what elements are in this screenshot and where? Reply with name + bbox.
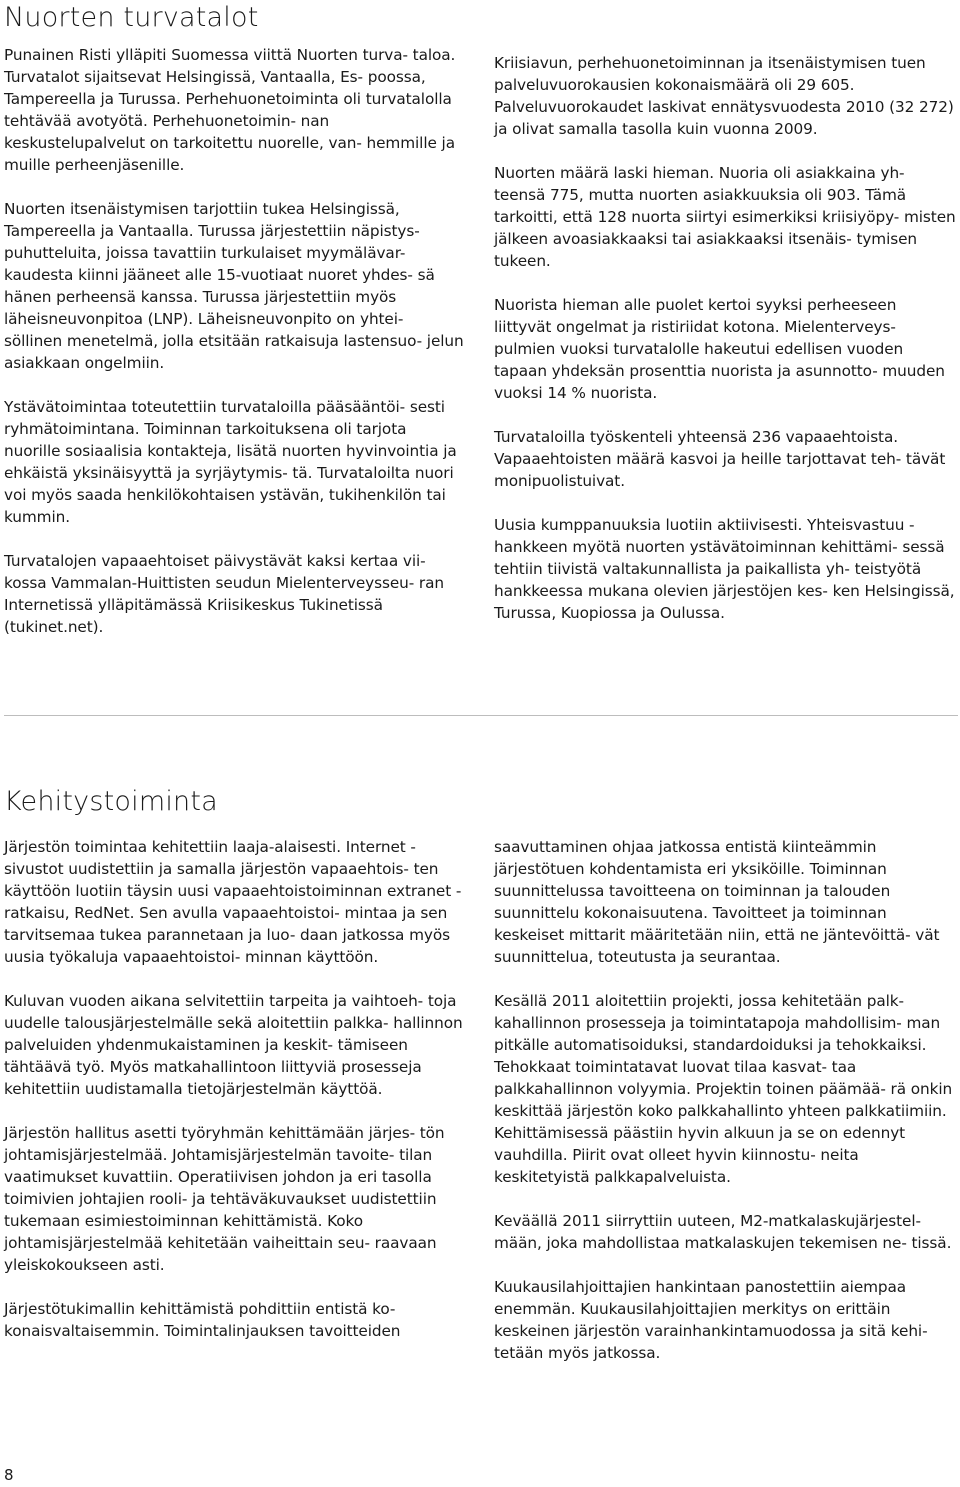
paragraph: Ystävätoimintaa toteutettiin turvataloilla pääsääntöi- sesti ryhmätoimintana. Toiminnan tarkoituksena oli tarjota nuorille sosiaalisia kontakteja, lisätä nuorten hyvinvointia ja ehkäistä yksinäisyyttä ja syrjäytymis- tä. Turvataloilta nuori voi myös saada henkilökohtaisen ystävän, tukihenkilön tai kummin. [4,398,457,526]
left-column [4,836,466,1364]
right-column [494,52,956,646]
paragraph: Kriisiavun, perhehuonetoiminnan ja itsenäistymisen tuen palveluvuorokausien kokonaismäärä oli 29 605. Palveluvuorokaudet laskivat ennätysvuodesta 2010 (32 272) ja olivat samalla tasolla kuin vuonna 2009. [494,54,954,138]
paragraph: Keväällä 2011 siirryttiin uuteen, M2-matkalaskujärjestel- mään, joka mahdollistaa matkalaskujen tekemisen ne- tissä. [494,1212,952,1252]
paragraph: Turvatalojen vapaaehtoiset päivystävät kaksi kertaa vii- kossa Vammalan-Huittisten seudun Mielenterveysseu- ran Internetissä ylläpitämässä Kriisikeskus Tukinetissä (tukinet.net). [4,552,444,636]
paragraph: Kuluvan vuoden aikana selvitettiin tarpeita ja vaihtoeh- toja uudelle talousjärjestelmälle sekä aloitettiin palkka- hallinnon palveluiden yhdenmukaistaminen ja keskit- tämiseen tähtäävä työ. Myös matkahallintoon liittyviä prosesseja kehitettiin uudistamalla tietojärjestelmän käyttöä. [4,992,463,1098]
paragraph: saavuttaminen ohjaa jatkossa entistä kiinteämmin järjestötuen kohdentamista eri yksiköille. Toiminnan suunnittelussa tavoitteena on toiminnan ja talouden suunnittelu kokonaisuutena. Tavoitteet ja toiminnan keskeiset mittarit määritetään niin, että ne jäntevöittä- vät suunnittelua, toteutusta ja seurantaa. [494,838,940,966]
section-title: Kehitystoiminta [4,786,218,817]
paragraph: Kuukausilahjoittajien hankintaan panostettiin aiempaa enemmän. Kuukausilahjoittajien merkitys on erittäin keskeinen järjestön varainhankintamuodossa ja sitä kehi- tetään myös jatkossa. [494,1278,928,1362]
paragraph: Turvataloilla työskenteli yhteensä 236 vapaaehtoista. Vapaaehtoisten määrä kasvoi ja heille tarjottavat teh- tävät monipuolistuivat. [494,428,946,490]
paragraph: Nuorten itsenäistymisen tarjottiin tukea Helsingissä, Tampereella ja Vantaalla. Turussa järjestettiin näpistys- puhutteluita, joissa tavattiin turkulaiset myymälävar- kaudesta kiinni jääneet alle 15-vuotiaat nuoret yhdes- sä hänen perheensä kanssa. Turussa järjestettiin myös läheisneuvonpitoa (LNP). Läheisneuvonpito on yhtei- söllinen menetelmä, jolla etsitään ratkaisuja lastensuo- jelun asiakkaan ongelmiin. [4,200,464,372]
paragraph: Järjestön toimintaa kehitettiin laaja-alaisesti. Internet -sivustot uudistettiin ja samalla järjestön vapaaehtois- ten käyttöön luotiin täysin uusi vapaaehtoistoiminnan extranet -ratkaisu, RedNet. Sen avulla vapaaehtoistoi- mintaa ja sen tarvitsemaa tukea parannetaan ja luo- daan jatkossa myös uusia työkaluja vapaaehtoistoi- minnan käyttöön. [4,838,462,966]
paragraph: Uusia kumppanuuksia luotiin aktiivisesti. Yhteisvastuu -hankkeen myötä nuorten ystävätoiminnan kehittämi- sessä tehtiin tiivistä valtakunnallista ja paikallista yh- teistyötä hankkeessa mukana olevien järjestöjen kes- ken Helsingissä, Turussa, Kuopiossa ja Oulussa. [494,516,955,622]
paragraph: Kesällä 2011 aloitettiin projekti, jossa kehitetään palk- kahallinnon prosesseja ja toimintatapoja mahdollisim- man pitkälle automatisoiduksi, standardoiduksi ja tehokkaiksi. Tehokkaat toimintatavat luovat tilaa kasvat- taa palkkahallinnon volyymia. Projektin toinen päämää- rä onkin keskittää järjestön koko palkkahallinto yhteen palkkatiimiin. Kehittämisessä päästiin hyvin alkuun ja se on edennyt vauhdilla. Piirit ovat olleet hyvin kiinnostu- neita keskitetyistä palkkapalveluista. [494,992,953,1186]
right-column [494,836,956,1386]
paragraph: Järjestötukimallin kehittämistä pohdittiin entistä ko- konaisvaltaisemmin. Toimintalinjauksen tavoitteiden [4,1300,401,1340]
paragraph: Nuorista hieman alle puolet kertoi syyksi perheeseen liittyvät ongelmat ja ristiriidat kotona. Mielenterveys- pulmien vuoksi turvatalolle hakeutui edellisen vuoden tapaan yhdeksän prosenttia nuorista ja asunnotto- muuden vuoksi 14 % nuorista. [494,296,945,402]
left-column [4,44,466,660]
paragraph: Nuorten määrä laski hieman. Nuoria oli asiakkaina yh- teensä 775, mutta nuorten asiakkuuksia oli 903. Tämä tarkoitti, että 128 nuorta siirtyi esimerkiksi kriisiyöpy- misten jälkeen avoasiakkaaksi tai asiakkaaksi itsenäis- tymisen tukeen. [494,164,956,270]
page-number: 8 [4,1466,14,1484]
section-title: Nuorten turvatalot [4,2,259,33]
section-divider [4,715,958,716]
paragraph: Järjestön hallitus asetti työryhmän kehittämään järjes- tön johtamisjärjestelmää. Johtamisjärjestelmän tavoite- tilan vaatimukset kuvattiin. Operatiivisen johdon ja eri tasolla toimivien johtajien rooli- ja tehtäväkuvaukset uudistettiin tukemaan esimiestoiminnan kehittämistä. Koko johtamisjärjestelmää kehitetään vaiheittain seu- raavaan yleiskokoukseen asti. [4,1124,445,1274]
paragraph: Punainen Risti ylläpiti Suomessa viittä Nuorten turva- taloa. Turvatalot sijaitsevat Helsingissä, Vantaalla, Es- poossa, Tampereella ja Turussa. Perhehuonetoiminta oli turvatalolla tehtävää avotyötä. Perhehuonetoimin- nan keskustelupalvelut on tarkoitettu nuorelle, van- hemmille ja muille perheenjäsenille. [4,46,456,174]
